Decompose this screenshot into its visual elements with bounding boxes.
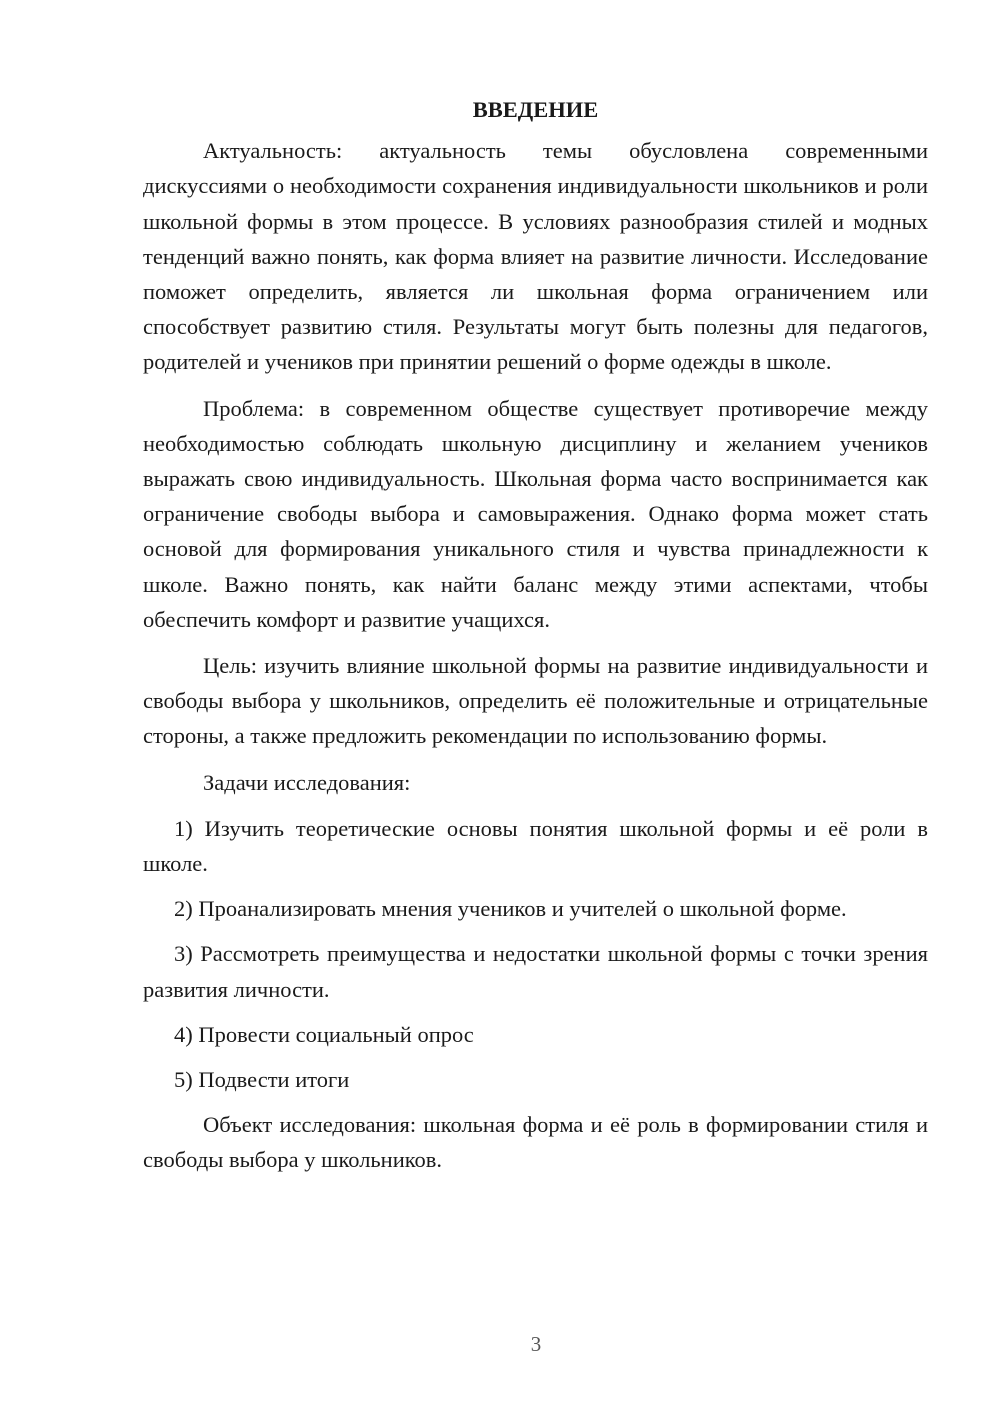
task-item-2: 2) Проанализировать мнения учеников и учителей о школьной форме.	[174, 896, 847, 922]
object-paragraph: Объект исследования: школьная форма и её роль в формировании стиля и свободы выбора у школьников.	[143, 1112, 928, 1173]
document-page	[143, 92, 928, 1189]
section-title: ВВЕДЕНИЕ	[472, 97, 599, 122]
problem-paragraph: Проблема: в современном обществе существует противоречие между необходимостью соблюдать школьную дисциплину и желанием учеников выражать свою индивидуальность. Школьная форма часто воспринимается как ограничение свободы выбора и самовыражения. Однако форма может стать основой для формирования уникального стиля и чувства принадлежности к школе. Важно понять, как найти баланс между этими аспектами, чтобы обеспечить комфорт и развитие учащихся.	[143, 395, 928, 632]
page-number: 3	[530, 1332, 542, 1356]
task-item-5: 5) Подвести итоги	[174, 1067, 350, 1093]
relevance-paragraph: Актуальность: актуальность темы обусловлена современными дискуссиями о необходимости сохранения индивидуальности школьников и роли школьной формы в этом процессе. В условиях разнообразия стилей и модных тенденций важно понять, как форма влияет на развитие личности. Исследование поможет определить, является ли школьная форма ограничением или способствует развитию стиля. Результаты могут быть полезны для педагогов, родителей и учеников при принятии решений о форме одежды в школе.	[143, 138, 928, 375]
task-item-4: 4) Провести социальный опрос	[174, 1021, 474, 1047]
task-item-3: 3) Рассмотреть преимущества и недостатки школьной формы с точки зрения развития личности.	[143, 941, 928, 1002]
tasks-heading: Задачи исследования:	[203, 769, 411, 795]
goal-paragraph: Цель: изучить влияние школьной формы на развитие индивидуальности и свободы выбора у школьников, определить её положительные и отрицательные стороны, а также предложить рекомендации по использованию формы.	[143, 653, 928, 749]
task-item-1: 1) Изучить теоретические основы понятия школьной формы и её роли в школе.	[143, 815, 928, 877]
